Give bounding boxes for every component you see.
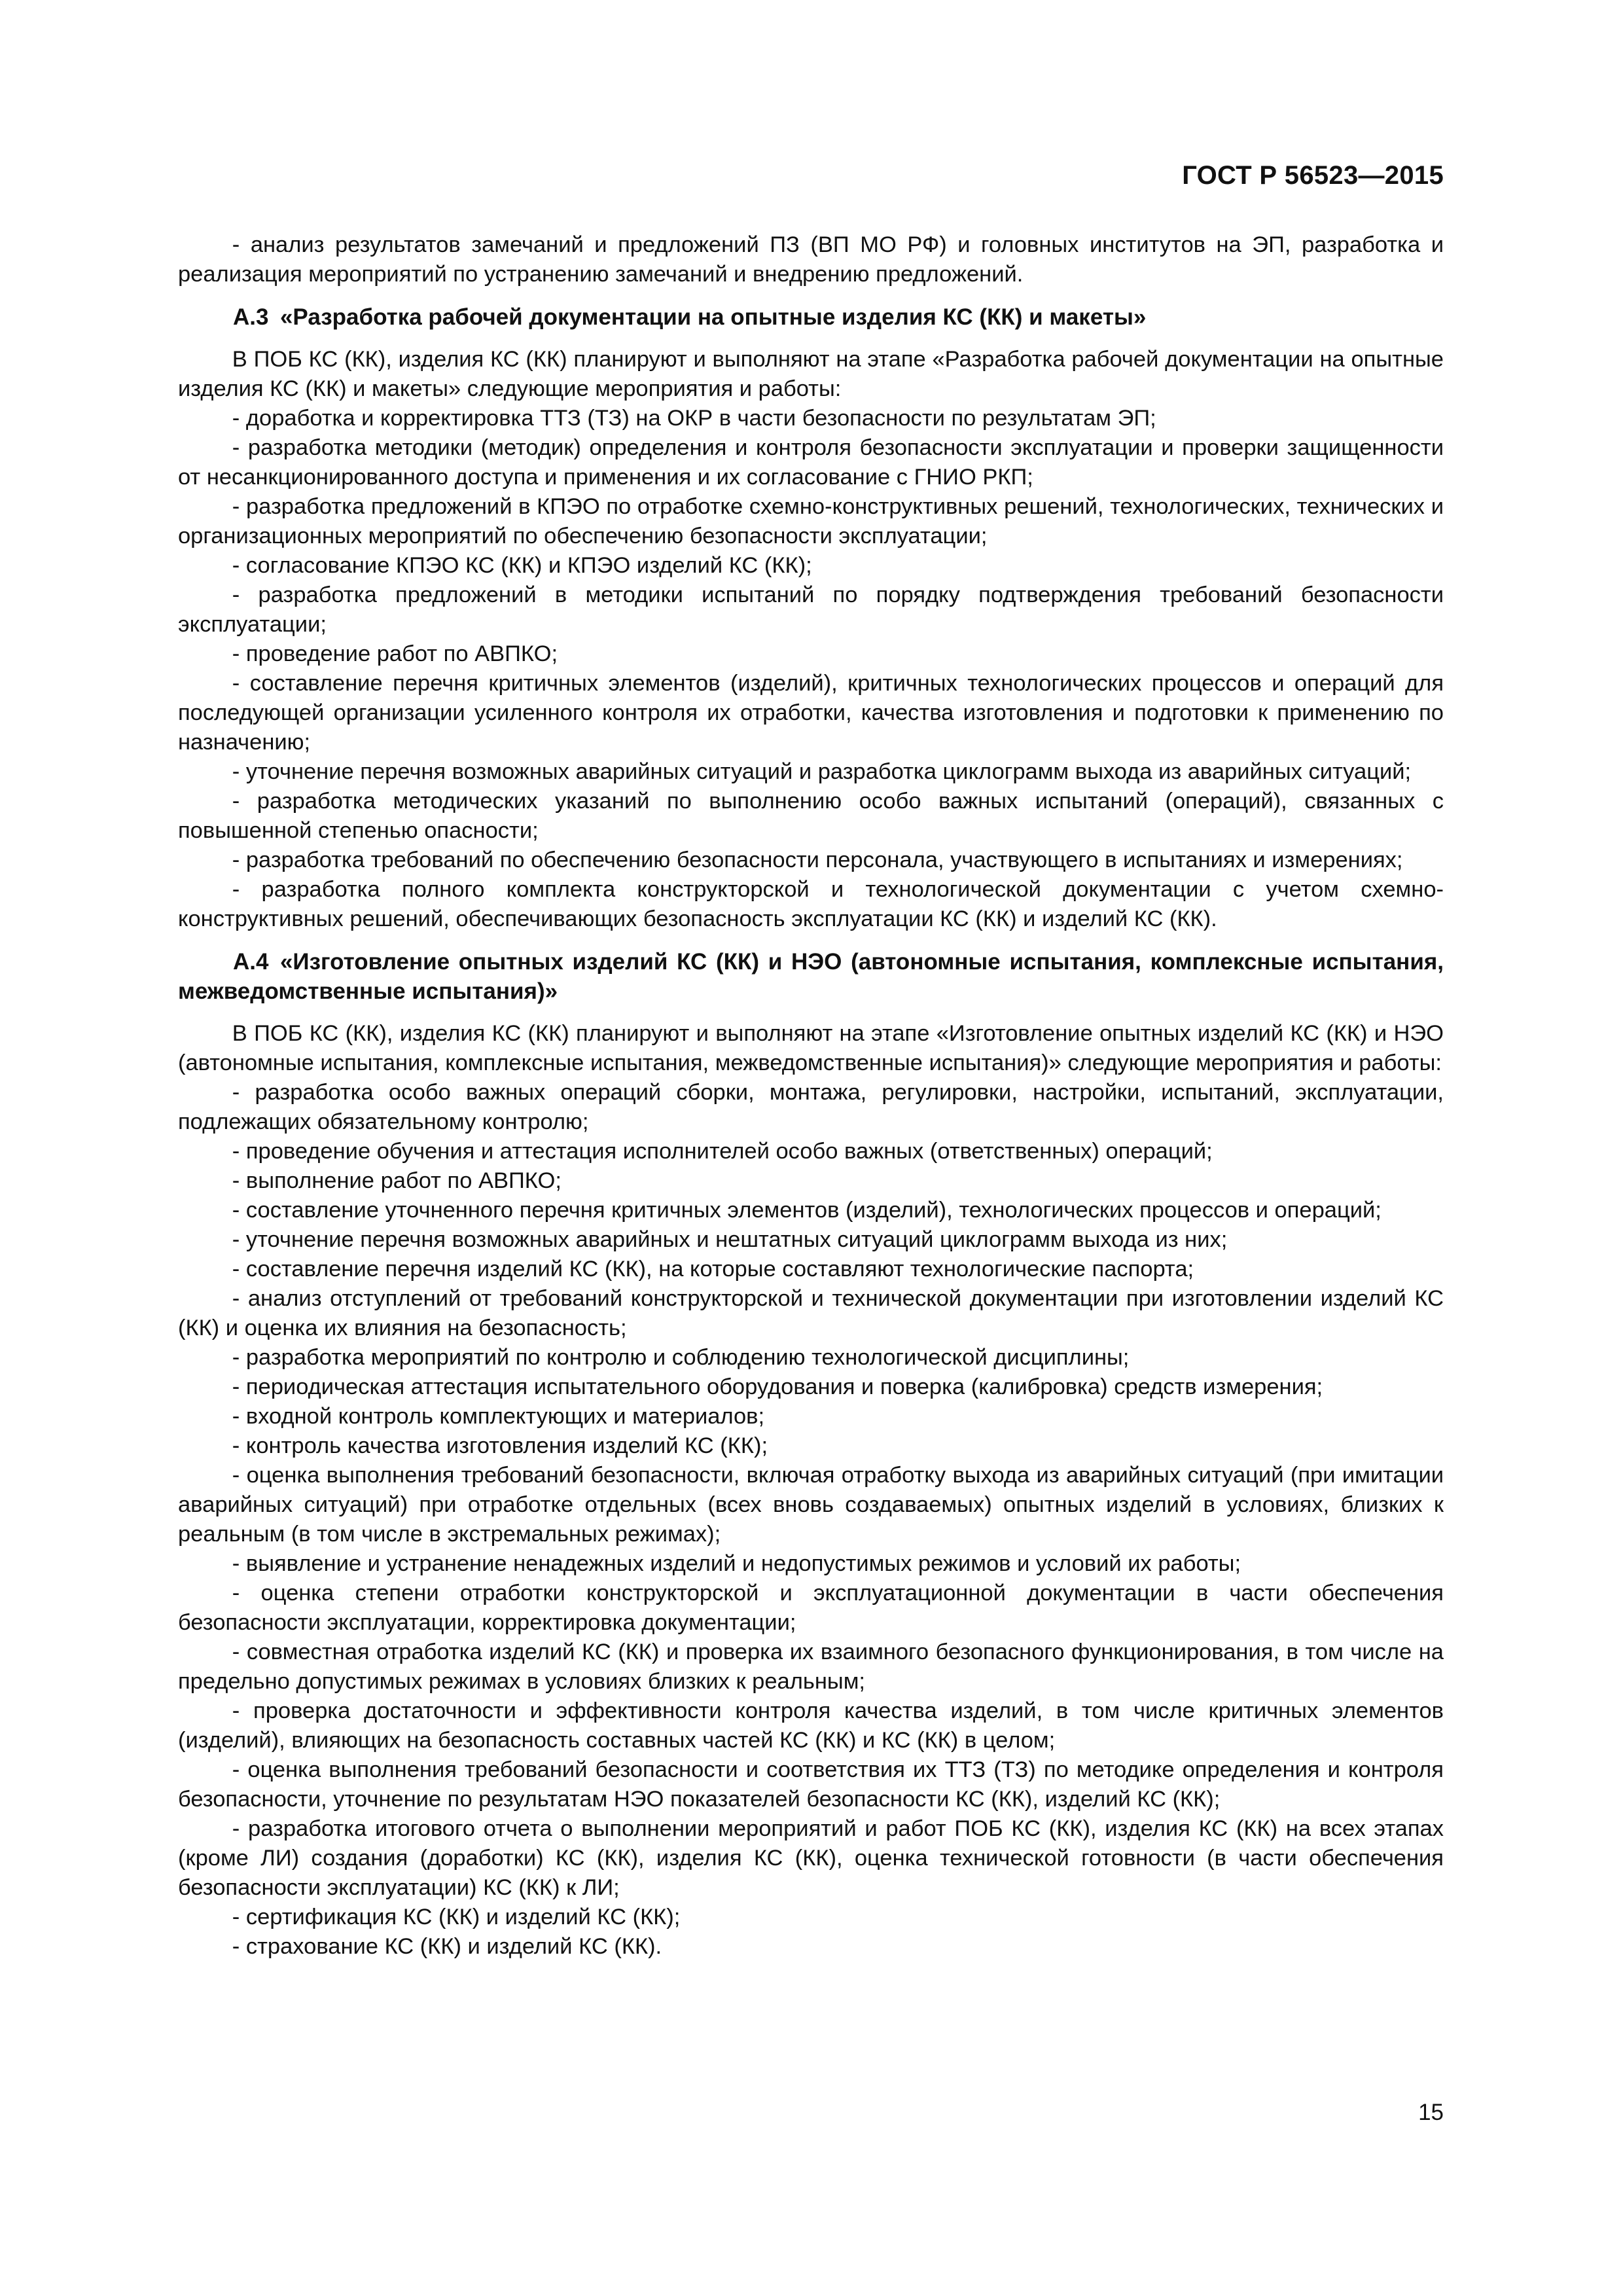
page-content bbox=[178, 230, 1444, 1962]
list-item: - выполнение работ по АВПКО; bbox=[232, 1168, 562, 1193]
section-number: А.4 bbox=[233, 949, 269, 975]
list-item: - анализ отступлений от требований конструкторской и технической документации при изготовлении изделий КС (КК) и оценка их влияния на безопасность; bbox=[178, 1286, 1444, 1340]
list-item: - проведение обучения и аттестация исполнителей особо важных (ответственных) операций; bbox=[232, 1139, 1213, 1164]
section-title: «Изготовление опытных изделий КС (КК) и НЭО (автономные испытания, комплексные испытания, межведомственные испытания)» bbox=[178, 949, 1444, 1004]
list-item: - разработка мероприятий по контролю и соблюдению технологической дисциплины; bbox=[232, 1345, 1130, 1370]
list-item: - разработка предложений в КПЭО по отработке схемно-конструктивных решений, технологических, технических и организационных мероприятий по обеспечению безопасности эксплуатации; bbox=[178, 494, 1444, 548]
list-item: - совместная отработка изделий КС (КК) и проверка их взаимного безопасного функционирования, в том числе на предельно допустимых режимах в условиях близких к реальным; bbox=[178, 1640, 1444, 1694]
list-item: - проверка достаточности и эффективности контроля качества изделий, в том числе критичных элементов (изделий), влияющих на безопасность составных частей КС (КК) и КС (КК) в целом; bbox=[178, 1698, 1444, 1753]
list-item: - входной контроль комплектующих и материалов; bbox=[232, 1404, 765, 1429]
list-item: - доработка и корректировка ТТЗ (ТЗ) на ОКР в части безопасности по результатам ЭП; bbox=[232, 406, 1156, 431]
list-item: - разработка итогового отчета о выполнении мероприятий и работ ПОБ КС (КК), изделия КС (КК) на всех этапах (кроме ЛИ) создания (доработки) КС (КК), изделия КС (КК), оценка технической готовности (в части обеспечения безопасности эксплуатации) КС (КК) к ЛИ; bbox=[178, 1816, 1444, 1900]
list-item: - составление перечня изделий КС (КК), на которые составляют технологические паспорта; bbox=[232, 1257, 1194, 1282]
section-a3-body bbox=[178, 345, 1444, 934]
list-item: - проведение работ по АВПКО; bbox=[232, 641, 558, 666]
section-number: А.3 bbox=[233, 304, 269, 330]
section-a4-body bbox=[178, 1019, 1444, 1962]
list-item: - оценка выполнения требований безопасности, включая отработку выхода из аварийных ситуаций (при имитации аварийных ситуаций) при отработке отдельных (всех вновь создаваемых) опытных изделий в условиях, близких к реальным (в том числе в экстремальных режимах); bbox=[178, 1463, 1444, 1547]
list-item: - разработка предложений в методики испытаний по порядку подтверждения требований безопасности эксплуатации; bbox=[178, 583, 1444, 637]
paragraph: - анализ результатов замечаний и предложений ПЗ (ВП МО РФ) и головных институтов на ЭП, разработка и реализация мероприятий по устранению замечаний и внедрению предложений. bbox=[178, 232, 1444, 287]
list-item: - разработка методических указаний по выполнению особо важных испытаний (операций), связанных с повышенной степенью опасности; bbox=[178, 789, 1444, 843]
list-item: - периодическая аттестация испытательного оборудования и поверка (калибровка) средств измерения; bbox=[232, 1374, 1323, 1399]
list-item: - разработка требований по обеспечению безопасности персонала, участвующего в испытаниях и измерениях; bbox=[232, 848, 1403, 872]
document-code: ГОСТ Р 56523—2015 bbox=[1182, 161, 1444, 190]
paragraph: В ПОБ КС (КК), изделия КС (КК) планируют и выполняют на этапе «Разработка рабочей документации на опытные изделия КС (КК) и макеты» следующие мероприятия и работы: bbox=[178, 347, 1444, 401]
list-item: - уточнение перечня возможных аварийных ситуаций и разработка циклограмм выхода из аварийных ситуаций; bbox=[232, 759, 1412, 784]
list-item: - составление перечня критичных элементов (изделий), критичных технологических процессов и операций для последующей организации усиленного контроля их отработки, качества изготовления и подготовки к применению по назначению; bbox=[178, 671, 1444, 755]
list-item: - разработка особо важных операций сборки, монтажа, регулировки, настройки, испытаний, эксплуатации, подлежащих обязательному контролю; bbox=[178, 1080, 1444, 1134]
section-a3-heading bbox=[178, 302, 1444, 332]
list-item: - сертификация КС (КК) и изделий КС (КК); bbox=[232, 1905, 681, 1929]
paragraph: В ПОБ КС (КК), изделия КС (КК) планируют и выполняют на этапе «Изготовление опытных изделий КС (КК) и НЭО (автономные испытания, комплексные испытания, межведомственные испытания)» следующие мероприятия и работы: bbox=[178, 1021, 1444, 1075]
list-item: - разработка методики (методик) определения и контроля безопасности эксплуатации и проверки защищенности от несанкционированного доступа и применения и их согласование с ГНИО РКП; bbox=[178, 435, 1444, 490]
list-item: - выявление и устранение ненадежных изделий и недопустимых режимов и условий их работы; bbox=[232, 1551, 1241, 1576]
list-item: - страхование КС (КК) и изделий КС (КК). bbox=[232, 1934, 662, 1959]
list-item: - разработка полного комплекта конструкторской и технологической документации с учетом схемно-конструктивных решений, обеспечивающих безопасность эксплуатации КС (КК) и изделий КС (КК). bbox=[178, 877, 1444, 931]
page-number: 15 bbox=[1418, 2100, 1444, 2125]
list-item: - согласование КПЭО КС (КК) и КПЭО изделий КС (КК); bbox=[232, 553, 812, 578]
section-a4-heading bbox=[178, 947, 1444, 1006]
list-item: - составление уточненного перечня критичных элементов (изделий), технологических процессов и операций; bbox=[232, 1198, 1382, 1223]
list-item: - уточнение перечня возможных аварийных и нештатных ситуаций циклограмм выхода из них; bbox=[232, 1227, 1228, 1252]
list-item: - оценка степени отработки конструкторской и эксплуатационной документации в части обеспечения безопасности эксплуатации, корректировка документации; bbox=[178, 1581, 1444, 1635]
list-item: - контроль качества изготовления изделий КС (КК); bbox=[232, 1433, 768, 1458]
list-item: - оценка выполнения требований безопасности и соответствия их ТТЗ (ТЗ) по методике определения и контроля безопасности, уточнение по результатам НЭО показателей безопасности КС (КК), изделий КС (КК); bbox=[178, 1757, 1444, 1812]
section-title: «Разработка рабочей документации на опытные изделия КС (КК) и макеты» bbox=[279, 304, 1147, 330]
intro-block bbox=[178, 230, 1444, 289]
